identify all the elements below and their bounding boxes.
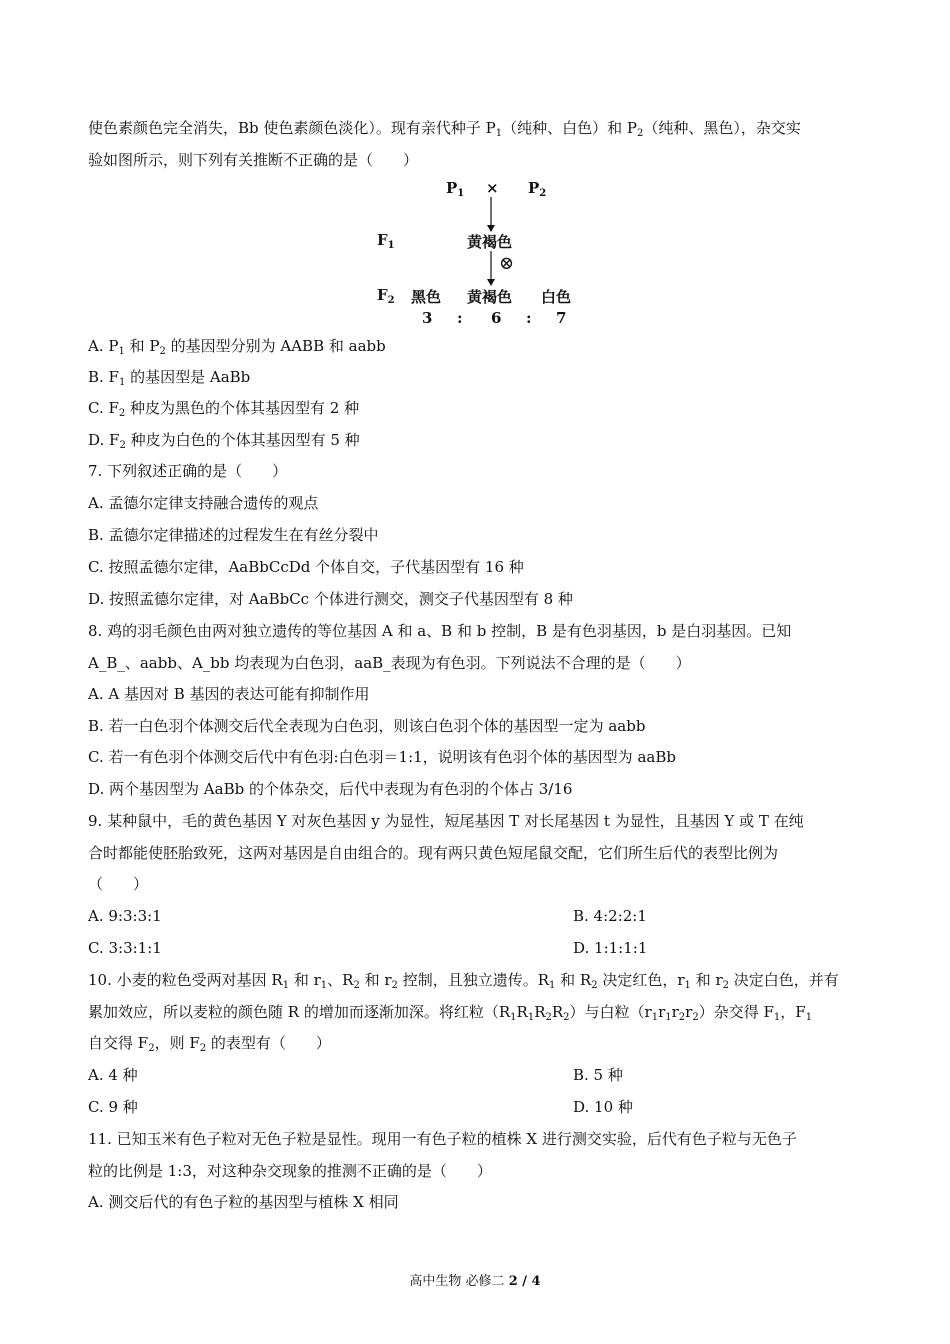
q6-option-b: B. $F_1$ 的基因型是 AaBb bbox=[88, 368, 251, 388]
parent-p2: $P_2$ bbox=[528, 179, 547, 199]
q10-stem-line-2: 累加效应，所以麦粒的颜色随 R 的增加而逐渐加深。将红粒$(R_1R_1R_2R_2)$与白粒$(r_1r_1r_2r_2)$杂交得 $F_1$，$F_1$ bbox=[88, 1003, 813, 1023]
f1-label: $F_1$ bbox=[377, 231, 395, 251]
q10-option-c: C. 9 种 bbox=[88, 1098, 138, 1116]
ratio-yellowbrown: 6 bbox=[491, 309, 502, 327]
q6-stem-line-2: 验如图所示，则下列有关推断不正确的是（ ） bbox=[88, 151, 419, 169]
f2-label: $F_2$ bbox=[377, 286, 395, 306]
f2-yellowbrown: 黄褐色 bbox=[467, 288, 513, 306]
self-cross-symbol: ⊗ bbox=[499, 253, 515, 274]
ratio-colon-1: : bbox=[457, 309, 463, 327]
q7-option-a: A. 孟德尔定律支持融合遗传的观点 bbox=[88, 494, 319, 512]
q10-option-a: A. 4 种 bbox=[88, 1066, 138, 1084]
parent-p1: $P_1$ bbox=[446, 179, 465, 199]
ratio-colon-2: : bbox=[526, 309, 532, 327]
q9-stem-line-2: 合时都能使胚胎致死，这两对基因是自由组合的。现有两只黄色短尾鼠交配，它们所生后代的表型比例为 bbox=[88, 844, 779, 862]
q6-option-d: D. $F_2$ 种皮为白色的个体其基因型有 5 种 bbox=[88, 431, 360, 451]
q6-option-a: A. $P_1$ 和 $P_2$ 的基因型分别为 AABB 和 aabb bbox=[88, 337, 386, 357]
q10-stem-line-1: 10. 小麦的粒色受两对基因 $R_1$ 和 $r_1$、$R_2$ 和 $r_2$ 控制，且独立遗传。$R_1$ 和 $R_2$ 决定红色，$r_1$ 和 $r_2$ 决定白色，并有 bbox=[88, 971, 839, 991]
f1-phenotype: 黄褐色 bbox=[467, 233, 513, 251]
page-number: 2 / 4 bbox=[508, 1274, 541, 1289]
q8-stem-line-1: 8. 鸡的羽毛颜色由两对独立遗传的等位基因 A 和 a、B 和 b 控制，B 是有色羽基因，b 是白羽基因。已知 bbox=[88, 622, 792, 640]
q9-option-a: A. 9:3:3:1 bbox=[88, 907, 162, 925]
f2-black: 黑色 bbox=[411, 288, 442, 306]
q6-option-c: C. $F_2$ 种皮为黑色的个体其基因型有 2 种 bbox=[88, 399, 360, 419]
q11-option-a: A. 测交后代的有色子粒的基因型与植株 X 相同 bbox=[88, 1193, 399, 1211]
page-footer bbox=[0, 1273, 950, 1291]
q11-stem-line-1: 11. 已知玉米有色子粒对无色子粒是显性。现用一有色子粒的植株 X 进行测交实验，后代有色子粒与无色子 bbox=[88, 1130, 797, 1148]
q8-option-c: C. 若一有色羽个体测交后代中有色羽:白色羽＝1:1，说明该有色羽个体的基因型为 aaBb bbox=[88, 748, 676, 766]
q8-stem-line-2: A_B_、aabb、A_bb 均表现为白色羽，aaB_表现为有色羽。下列说法不合理的是（ ） bbox=[88, 654, 691, 672]
q11-stem-line-2: 粒的比例是 1:3，对这种杂交现象的推测不正确的是（ ） bbox=[88, 1162, 492, 1180]
q10-stem-line-3: 自交得 $F_2$，则 $F_2$ 的表型有（ ） bbox=[88, 1034, 331, 1054]
q10-option-b: B. 5 种 bbox=[573, 1066, 623, 1084]
q7-option-d: D. 按照孟德尔定律，对 AaBbCc 个体进行测交，测交子代基因型有 8 种 bbox=[88, 590, 573, 608]
q7-stem: 7. 下列叙述正确的是（ ） bbox=[88, 462, 288, 480]
cross-diagram bbox=[360, 175, 600, 335]
q9-stem-line-1: 9. 某种鼠中，毛的黄色基因 Y 对灰色基因 y 为显性，短尾基因 T 对长尾基因 t 为显性，且基因 Y 或 T 在纯 bbox=[88, 812, 804, 830]
f2-white: 白色 bbox=[541, 288, 572, 306]
footer-text: 高中生物 必修二 bbox=[409, 1274, 509, 1289]
ratio-white: 7 bbox=[556, 309, 567, 327]
q7-option-b: B. 孟德尔定律描述的过程发生在有丝分裂中 bbox=[88, 526, 379, 544]
q8-option-a: A. A 基因对 B 基因的表达可能有抑制作用 bbox=[88, 685, 370, 703]
q8-option-b: B. 若一白色羽个体测交后代全表现为白色羽，则该白色羽个体的基因型一定为 aabb bbox=[88, 717, 646, 735]
q9-option-c: C. 3:3:1:1 bbox=[88, 939, 162, 957]
q7-option-c: C. 按照孟德尔定律，AaBbCcDd 个体自交，子代基因型有 16 种 bbox=[88, 558, 524, 576]
ratio-black: 3 bbox=[422, 309, 433, 327]
q6-stem-line-1: 使色素颜色完全消失，Bb 使色素颜色淡化）。现有亲代种子 $P_1$（纯种、白色）和 $P_2$（纯种、黑色），杂交实 bbox=[88, 119, 801, 139]
q9-option-b: B. 4:2:2:1 bbox=[573, 907, 647, 925]
q9-option-d: D. 1:1:1:1 bbox=[573, 939, 648, 957]
cross-symbol: × bbox=[486, 179, 499, 197]
q9-stem-line-3: （ ） bbox=[88, 875, 149, 893]
q8-option-d: D. 两个基因型为 AaBb 的个体杂交，后代中表现为有色羽的个体占 3/16 bbox=[88, 780, 573, 798]
q10-option-d: D. 10 种 bbox=[573, 1098, 633, 1116]
